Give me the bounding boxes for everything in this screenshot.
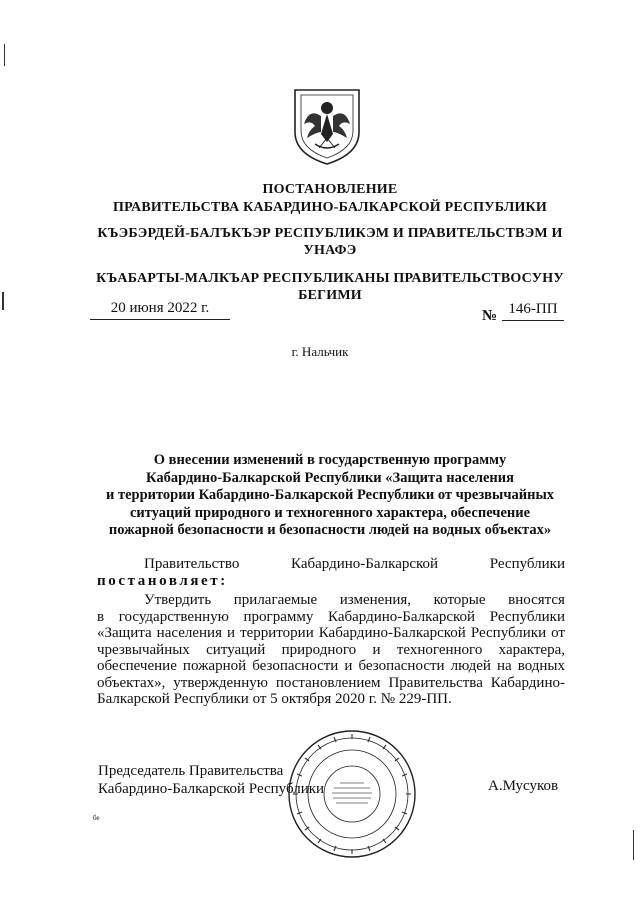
- preamble-word: Республики: [489, 556, 565, 572]
- title-line: Кабардино-Балкарской Республики «Защита населения: [146, 469, 514, 486]
- heading-balkar-1: КЪАБАРТЫ-МАЛКЪАР РЕСПУБЛИКАНЫ ПРАВИТЕЛЬСТВОСУНУ: [96, 271, 564, 286]
- heading-postanovlenie: ПОСТАНОВЛЕНИЕ: [262, 182, 398, 197]
- body-word: вносятся: [508, 592, 565, 608]
- body-paragraph: в государственную программу Кабардино-Балкарской Республики «Защита населения и территории Кабардино-Балкарской Республики от чрезвычайных ситуаций природного и техногенного характера, обеспечение пожарной безопасности и безопасности людей на водных объектах», утвержденную постановлением Правительства Кабардино-Балкарской Республики от 5 октября 2020 г. № 229-ПП.: [97, 608, 565, 707]
- document-number: 146-ПП: [502, 301, 564, 321]
- footer-mark: бе: [93, 814, 100, 822]
- preamble-verb: постановляет:: [97, 572, 228, 589]
- signatory-title-line: Председатель Правительства: [98, 763, 284, 779]
- edge-mark-left-top: [4, 44, 5, 66]
- title-line: пожарной безопасности и безопасности людей на водных объектах»: [108, 522, 552, 538]
- resolution-preamble: [97, 556, 565, 589]
- heading-kabardian-1: КЪЭБЭРДЕЙ-БАЛЪКЪЭР РЕСПУБЛИКЭМ И ПРАВИТЕЛЬСТВЭМ И: [97, 226, 563, 241]
- body-word: Утвердить: [144, 592, 212, 608]
- document-title: [95, 452, 565, 540]
- coat-of-arms-emblem: [291, 86, 363, 166]
- title-line: О внесении изменений в государственную программу: [153, 452, 507, 468]
- number-label: №: [482, 308, 498, 324]
- city: г. Нальчик: [291, 344, 349, 359]
- signatory-title-line: Кабардино-Балкарской Республики: [98, 781, 325, 797]
- signatory-name: А.Мусуков: [488, 778, 559, 794]
- title-line: и территории Кабардино-Балкарской Республики от чрезвычайных: [105, 487, 555, 503]
- preamble-word: Правительство: [144, 556, 240, 572]
- edge-mark-right-bottom: [633, 830, 634, 860]
- body-word: изменения,: [339, 592, 412, 608]
- resolution-body: [97, 592, 565, 708]
- heading-balkar-2: БЕГИМИ: [298, 288, 362, 303]
- body-word: прилагаемые: [233, 592, 318, 608]
- edge-mark-left-mid: [2, 292, 4, 310]
- preamble-word: Кабардино-Балкарской: [291, 556, 439, 572]
- signatory-title: [98, 762, 324, 798]
- title-line: ситуаций природного и техногенного характера, обеспечение: [129, 504, 531, 521]
- body-word: которые: [433, 592, 486, 608]
- heading-kabardian-2: УНАФЭ: [303, 243, 357, 258]
- document-date: 20 июня 2022 г.: [90, 300, 230, 320]
- heading-government: ПРАВИТЕЛЬСТВА КАБАРДИНО-БАЛКАРСКОЙ РЕСПУБЛИКИ: [112, 200, 548, 215]
